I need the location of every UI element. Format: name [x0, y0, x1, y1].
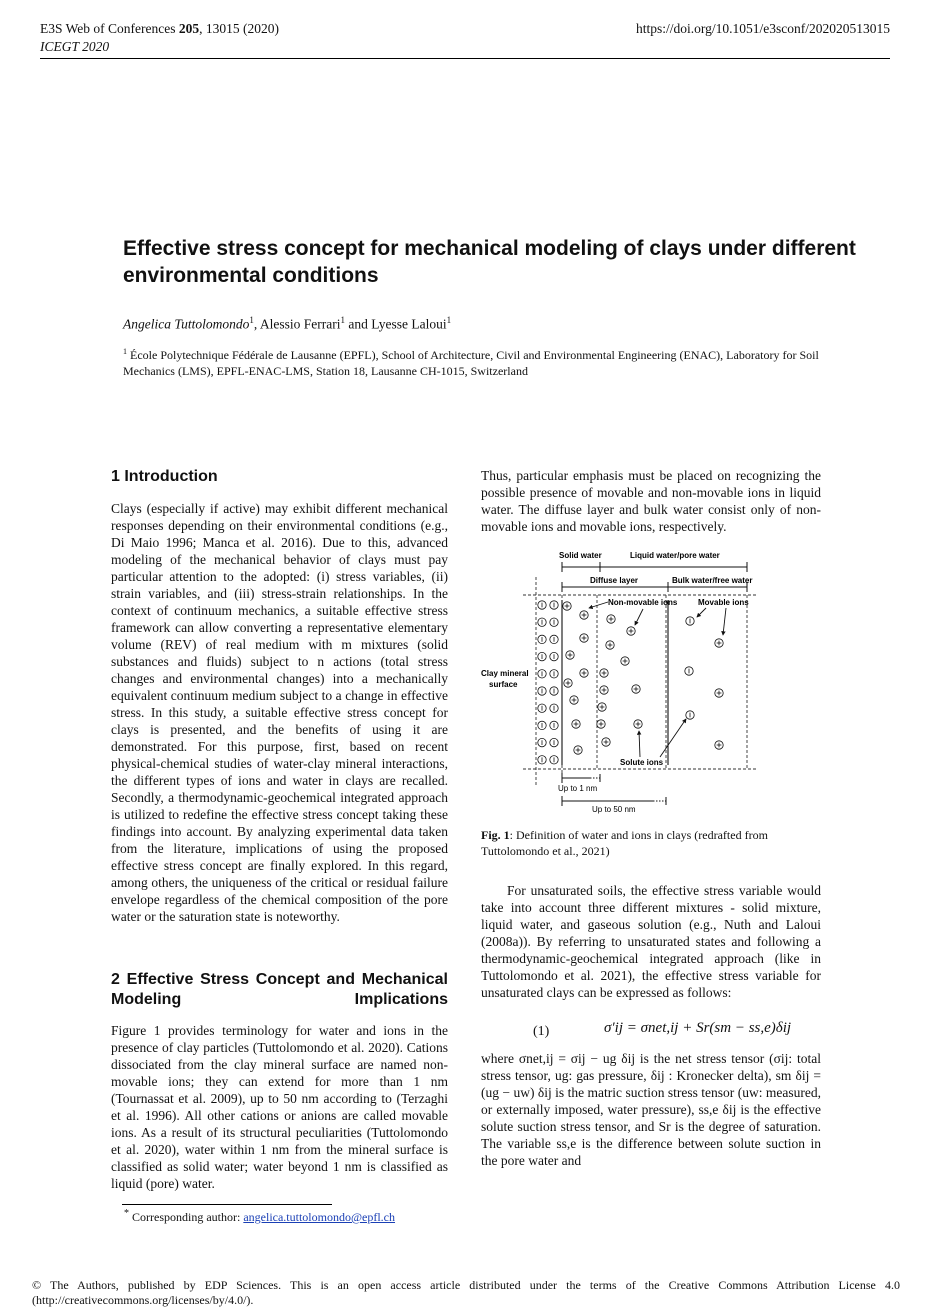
arrow-nonmovable-2: [635, 609, 643, 625]
journal-citation: [40, 20, 279, 38]
surface-ion-marker: [538, 721, 546, 729]
license-footer: © The Authors, published by EDP Sciences. This is an open access article distributed under the terms of the Creative Commons Attribution License 4.0 (http://creativecommons.org/licenses/by/4.0/).: [32, 1278, 900, 1307]
cation-marker: [627, 627, 635, 635]
journal-volume: 205: [178, 21, 200, 36]
anion-marker: [686, 711, 694, 719]
section-heading-introduction: 1 Introduction: [111, 468, 218, 485]
surface-ion-marker: [538, 635, 546, 643]
non-movable-ions-label: Non-movable ions: [608, 598, 678, 607]
cation-marker: [598, 703, 606, 711]
conference-name: ICEGT 2020: [40, 39, 110, 54]
cation-marker: [580, 669, 588, 677]
cation-marker: [600, 686, 608, 694]
footnote-label: Corresponding author:: [129, 1210, 244, 1224]
affiliation: [123, 344, 853, 379]
surface-ion-marker: [550, 738, 558, 746]
up-to-1nm-label: Up to 1 nm: [558, 784, 598, 793]
footnote-rule: [122, 1204, 332, 1205]
right-paragraph-2: For unsaturated soils, the effective stress variable would take into account three different mixtures - solid mixture, liquid water, and gaseous solution (e.g., Nuth and Laloui (2008a)). By referring to unsaturated states and following a thermodynamic-geochemical integrated approach (like in Tuttolomondo et al. 2021), the effective stress variable for unsaturated clays can be expressed as follows:: [481, 883, 821, 1000]
arrow-movable-1: [697, 608, 706, 617]
right-paragraph-3: where σnet,ij = σij − ug δij is the net stress tensor (σij: total stress tensor, ug: gas pressure, δij : Kronecker delta), sm δij = (ug − uw) δij is the matric suction stress tensor (uw: measured, or externally imposed, water pressure), ss,e δij is the effective solute suction stress tensor, and Sr is the degree of saturation. The variable ss,e is the difference between solute suction in the pore water and: [481, 1051, 821, 1168]
anion-marker: [686, 617, 694, 625]
cation-marker: [715, 689, 723, 697]
surface-ion-marker: [538, 652, 546, 660]
surface-ion-marker: [538, 618, 546, 626]
cation-marker: [602, 738, 610, 746]
arrow-nonmovable-1: [589, 602, 608, 608]
cation-marker: [715, 741, 723, 749]
anion-markers: [685, 617, 694, 719]
movable-ions-label: Movable ions: [698, 598, 749, 607]
surface-ion-marker: [550, 601, 558, 609]
surface-ion-columns: [538, 601, 558, 764]
author-name: , Alessio Ferrari: [253, 316, 341, 332]
surface-ion-marker: [538, 704, 546, 712]
caption-text: : Definition of water and ions in clays (redrafted from Tuttolomondo et al., 2021): [481, 828, 768, 858]
cation-marker: [715, 639, 723, 647]
right-paragraph-1: Thus, particular emphasis must be placed on recognizing the possible presence of movable and non-movable ions in liquid water. The diffuse layer and bulk water consist only of non-movable ions and movable ions, respectively.: [481, 468, 821, 534]
surface-ion-marker: [550, 652, 558, 660]
arrow-movable-2: [723, 608, 726, 635]
surface-ion-marker: [550, 756, 558, 764]
figure-1-diagram: [478, 545, 768, 817]
paper-title: Effective stress concept for mechanical modeling of clays under different environmental conditions: [123, 237, 856, 287]
surface-ion-marker: [538, 670, 546, 678]
surface-ion-marker: [550, 618, 558, 626]
cation-marker: [574, 746, 582, 754]
author-list: Angelica Tuttolomondo$^1$, Alessio Ferrari$^1$ and Lyesse Laloui$^1$: [123, 315, 452, 332]
doi-link[interactable]: https://doi.org/10.1051/e3sconf/202020513015: [636, 21, 890, 36]
cation-marker: [572, 720, 580, 728]
figure-1-caption: [481, 827, 821, 859]
introduction-paragraph: Clays (especially if active) may exhibit different mechanical responses depending on their environmental conditions (e.g., Di Maio 1996; Manca et al. 2016). Due to this, advanced modeling of the mechanical behavior of clays must pay particular attention to the adopted: (i) stress variables, (ii) strain variables, and (iii) stress-strain relationships. In the context of continuum mechanics, a suitable effective stress framework can allow converting a representative elementary volume (REV) of real medium with m mixtures (solid substances and fluids) subject to n actions (total stress changes and environmental changes) into a mechanically equivalent continuum medium subject to a change in effective stress. In this study, a suitable effective stress concept for clays is presented, and the benefits of using it are demonstrated. For this purpose, first, based on recent physical-chemical studies of water-clay mineral interactions, the different types of ions and water in clays are recalled. Secondly, a thermodynamic-geochemical integrated approach is utilized to redefine the effective stress concept taking these findings into account. By analyzing experimental data taken from the literature, implications of using the proposed effective stress concept are finally explored. In this regard, among others, the uniqueness of the critical or residual failure envelope regardless of the chemical composition of the pore water or the saturation state is noteworthy.: [111, 501, 448, 924]
header-rule: [40, 58, 890, 59]
affiliation-text: École Polytechnique Fédérale de Lausanne (EPFL), School of Architecture, Civil and Environmental Engineering (ENAC), Laboratory for Soil Mechanics (LMS), EPFL-ENAC-LMS, Station 18, Lausanne CH-1015, Switzerland: [123, 348, 819, 378]
equation-number: (1): [533, 1024, 550, 1039]
anion-marker: [685, 667, 693, 675]
caption-label: Fig. 1: [481, 828, 510, 842]
affiliation-mark: 1: [123, 347, 127, 356]
diffuse-layer-label: Diffuse layer: [590, 576, 639, 585]
author-name: and Lyesse Laloui: [345, 316, 447, 332]
cation-marker: [570, 696, 578, 704]
arrow-solute-2: [660, 719, 686, 757]
surface-ion-marker: [538, 738, 546, 746]
liquid-water-label: Liquid water/pore water: [630, 551, 720, 560]
section-2-paragraph: Figure 1 provides terminology for water and ions in the presence of clay particles (Tuttolomondo et al. 2020). Cations dissociated from the clay mineral surface are named non-movable ions; they can extend for more than 1 nm (Tournassat et al. 2009), up to 50 nm according to (Terzaghi et al. 1996). All other cations or anions are called movable ions. As a result of its structural peculiarities (Tuttolomondo et al. 2020), water within 1 nm from the mineral surface is classified as solid water; water beyond 1 nm is classified as liquid (pore) water.: [111, 1023, 448, 1191]
cation-marker: [564, 679, 572, 687]
dashed-boundaries: [523, 577, 758, 785]
footnote-mark: *: [124, 1208, 129, 1219]
surface-ion-marker: [538, 687, 546, 695]
author-name: Angelica Tuttolomondo: [123, 316, 250, 332]
journal-name: E3S Web of Conferences: [40, 21, 179, 36]
cation-marker: [606, 641, 614, 649]
cation-marker: [607, 615, 615, 623]
surface-ion-marker: [550, 635, 558, 643]
clay-surface-label-1: Clay mineral: [481, 669, 529, 678]
bulk-water-label: Bulk water/free water: [672, 576, 753, 585]
cation-marker: [634, 720, 642, 728]
cation-markers: [563, 602, 723, 754]
surface-ion-marker: [550, 721, 558, 729]
clay-surface-label-2: surface: [489, 680, 518, 689]
surface-ion-marker: [550, 687, 558, 695]
cation-marker: [563, 602, 571, 610]
surface-ion-marker: [550, 704, 558, 712]
journal-article-number: , 13015 (2020): [199, 21, 280, 36]
cation-marker: [566, 651, 574, 659]
cation-marker: [580, 611, 588, 619]
corresponding-author-footnote: [124, 1208, 395, 1225]
solid-water-label: Solid water: [559, 551, 602, 560]
surface-ion-marker: [550, 670, 558, 678]
arrow-solute-1: [639, 731, 640, 757]
cation-marker: [632, 685, 640, 693]
surface-ion-marker: [538, 756, 546, 764]
cation-marker: [597, 720, 605, 728]
cation-marker: [580, 634, 588, 642]
cation-marker: [600, 669, 608, 677]
author-email-link[interactable]: angelica.tuttolomondo@epfl.ch: [243, 1210, 396, 1224]
cation-marker: [621, 657, 629, 665]
solute-ions-label: Solute ions: [620, 758, 664, 767]
section-heading-2: [111, 970, 448, 1010]
up-to-50nm-label: Up to 50 nm: [592, 805, 636, 814]
section-heading-text: 2 Effective Stress Concept and Mechanical Modeling Implications: [111, 971, 448, 1008]
equation-1: σ′ij = σnet,ij + Sr(sm − ss,e)δij: [604, 1020, 792, 1036]
surface-ion-marker: [538, 601, 546, 609]
